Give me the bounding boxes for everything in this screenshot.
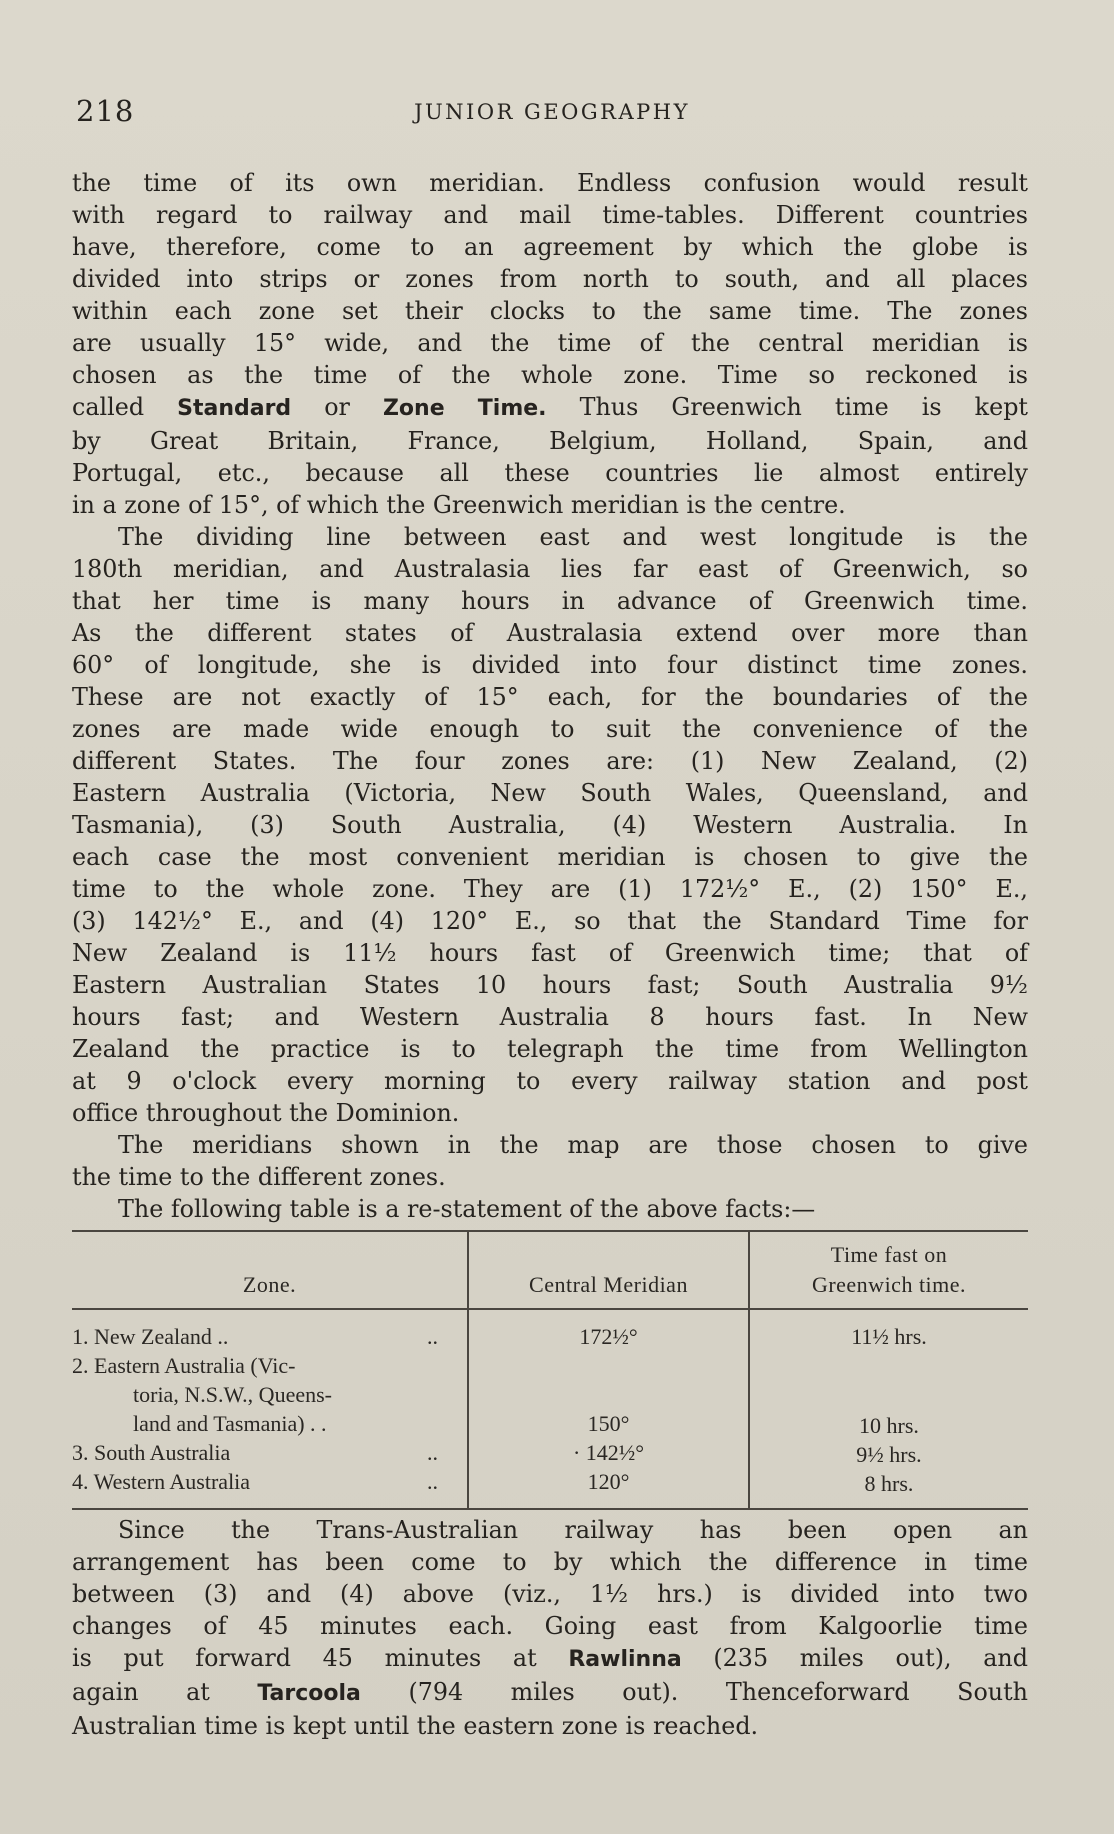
row-time: 10 hrs. xyxy=(859,1413,919,1438)
row-zone-new-zealand: 1. New Zealand .. xyxy=(72,1324,229,1349)
bold-place-tarcoola: Tarcoola xyxy=(257,1681,361,1706)
bold-term-standard: Standard xyxy=(177,396,292,421)
text-run: (794 miles out). Thenceforward South xyxy=(360,1678,1028,1706)
text-line: changes of 45 minutes each. Going east from Kalgoorlie time xyxy=(72,1612,1028,1640)
leader-dots: .. xyxy=(427,1324,438,1349)
row-zone-south-australia: 3. South Australia xyxy=(72,1440,231,1465)
text-line: hours fast; and Western Australia 8 hours fast. In New xyxy=(72,1003,1028,1031)
row-time: 8 hrs. xyxy=(864,1471,914,1496)
text-run: again at xyxy=(72,1678,258,1706)
table-bottom-rule xyxy=(72,1508,1028,1510)
row-zone-continuation: land and Tasmania) . . xyxy=(133,1411,327,1436)
row-meridian: · 142½° xyxy=(572,1440,645,1465)
header-central-meridian: Central Meridian xyxy=(529,1272,688,1297)
text-line: As the different states of Australasia extend over more than xyxy=(72,619,1028,647)
text-line-with-bold xyxy=(72,391,1028,425)
text-line: at 9 o'clock every morning to every railway station and post xyxy=(72,1067,1028,1095)
text-line: time to the whole zone. They are (1) 172½° E., (2) 150° E., xyxy=(72,875,1028,903)
closing-paragraph xyxy=(72,1514,1028,1742)
leader-dots: .. xyxy=(427,1469,438,1494)
text-line: The following table is a re-statement of the above facts:— xyxy=(118,1195,816,1223)
text-line: 60° of longitude, she is divided into four distinct time zones. xyxy=(72,651,1028,679)
text-line: arrangement has been come to by which the difference in time xyxy=(72,1548,1028,1576)
text-run: or xyxy=(291,393,383,421)
running-head: JUNIOR GEOGRAPHY xyxy=(414,100,690,124)
text-line-with-bold xyxy=(72,1676,1028,1710)
bold-place-rawlinna: Rawlinna xyxy=(568,1647,682,1672)
row-meridian: 150° xyxy=(587,1411,630,1436)
text-line: Tasmania), (3) South Australia, (4) Western Australia. In xyxy=(72,811,1028,839)
text-line: within each zone set their clocks to the same time. The zones xyxy=(72,297,1028,325)
row-meridian: 120° xyxy=(587,1469,630,1494)
bold-term-zone-time: Zone Time. xyxy=(382,396,547,421)
header-time-fast-line2: Greenwich time. xyxy=(811,1272,967,1297)
text-line: that her time is many hours in advance of Greenwich time. xyxy=(72,587,1028,615)
header-time-fast-line1: Time fast on xyxy=(830,1242,948,1267)
text-line: by Great Britain, France, Belgium, Holland, Spain, and xyxy=(72,427,1028,455)
text-line: Eastern Australia (Victoria, New South Wales, Queensland, and xyxy=(72,779,1028,807)
text-line: different States. The four zones are: (1) New Zealand, (2) xyxy=(72,747,1028,775)
body-text xyxy=(72,167,1028,1225)
text-line: with regard to railway and mail time-tables. Different countries xyxy=(72,201,1028,229)
text-line: zones are made wide enough to suit the convenience of the xyxy=(72,715,1028,743)
text-line: the time to the different zones. xyxy=(72,1163,446,1191)
text-run: is put forward 45 minutes at xyxy=(72,1644,569,1672)
text-line: divided into strips or zones from north to south, and all places xyxy=(72,265,1028,293)
text-line: The meridians shown in the map are those chosen to give xyxy=(118,1131,1028,1159)
text-line: the time of its own meridian. Endless confusion would result xyxy=(72,169,1028,197)
text-run: Thus Greenwich time is kept xyxy=(546,393,1028,421)
row-meridian: 172½° xyxy=(579,1324,638,1349)
row-time: 9½ hrs. xyxy=(856,1442,922,1467)
text-line: between (3) and (4) above (viz., 1½ hrs.) is divided into two xyxy=(72,1580,1028,1608)
text-line: are usually 15° wide, and the time of the central meridian is xyxy=(72,329,1028,357)
text-line: office throughout the Dominion. xyxy=(72,1099,460,1127)
row-time: 11½ hrs. xyxy=(851,1324,927,1349)
page-number: 218 xyxy=(76,94,135,128)
text-line: Australian time is kept until the eastern zone is reached. xyxy=(72,1712,759,1740)
text-line: chosen as the time of the whole zone. Time so reckoned is xyxy=(72,361,1028,389)
page-header xyxy=(72,94,1032,134)
text-line: Eastern Australian States 10 hours fast; South Australia 9½ xyxy=(72,971,1028,999)
text-line: Portugal, etc., because all these countries lie almost entirely xyxy=(72,459,1028,487)
text-line: The dividing line between east and west longitude is the xyxy=(118,523,1028,551)
row-zone-continuation: toria, N.S.W., Queens- xyxy=(133,1382,332,1407)
text-line: have, therefore, come to an agreement by which the globe is xyxy=(72,233,1028,261)
text-line: Zealand the practice is to telegraph the time from Wellington xyxy=(72,1035,1028,1063)
row-zone-eastern-australia: 2. Eastern Australia (Vic- xyxy=(72,1353,296,1378)
text-line: in a zone of 15°, of which the Greenwich meridian is the centre. xyxy=(72,491,846,519)
time-zone-table xyxy=(72,1228,1028,1511)
text-line-with-bold xyxy=(72,1642,1028,1676)
text-line: New Zealand is 11½ hours fast of Greenwich time; that of xyxy=(72,939,1028,967)
header-zone: Zone. xyxy=(242,1272,297,1297)
text-run: (235 miles out), and xyxy=(681,1644,1028,1672)
header-rule xyxy=(72,1308,1028,1310)
leader-dots: .. xyxy=(427,1440,438,1465)
text-line: each case the most convenient meridian is chosen to give the xyxy=(72,843,1028,871)
text-line: Since the Trans-Australian railway has been open an xyxy=(118,1516,1028,1544)
text-run: called xyxy=(72,393,178,421)
row-zone-western-australia: 4. Western Australia xyxy=(72,1469,251,1494)
text-line: These are not exactly of 15° each, for the boundaries of the xyxy=(72,683,1028,711)
table-top-rule xyxy=(72,1230,1028,1232)
text-line: (3) 142½° E., and (4) 120° E., so that the Standard Time for xyxy=(72,907,1028,935)
text-line: 180th meridian, and Australasia lies far east of Greenwich, so xyxy=(72,555,1028,583)
